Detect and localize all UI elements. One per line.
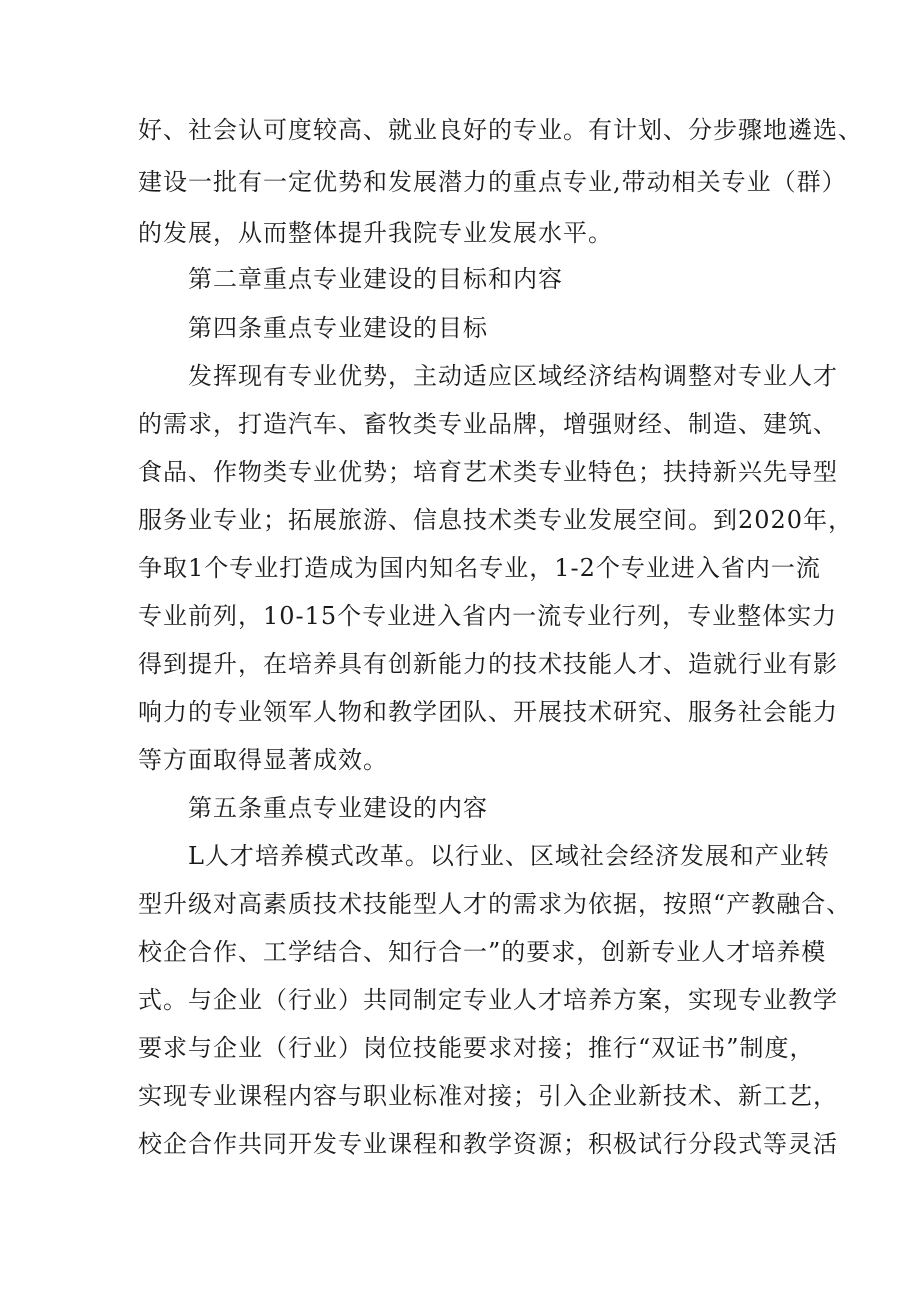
text-line: 等方面取得显著成效。 bbox=[138, 746, 388, 774]
text-line: 争取1个专业打造成为国内知名专业，1-2个专业进入省内一流 bbox=[138, 554, 821, 582]
text-line: 校企合作共同开发专业课程和教学资源；积极试行分段式等灵活 bbox=[138, 1130, 838, 1158]
text-line: 的发展，从而整体提升我院专业发展水平。 bbox=[138, 219, 613, 247]
text-line: 的需求，打造汽车、畜牧类专业品牌，增强财经、制造、建筑、 bbox=[138, 410, 838, 438]
text-line: 式。与企业（行业）共同制定专业人才培养方案，实现专业教学 bbox=[138, 986, 838, 1014]
text-line: 实现专业课程内容与职业标准对接；引入企业新技术、新工艺， bbox=[138, 1082, 838, 1110]
text-line: 好、社会认可度较高、就业良好的专业。有计划、分步骤地遴选、 bbox=[138, 116, 863, 144]
text-line: 发挥现有专业优势，主动适应区域经济结构调整对专业人才 bbox=[188, 362, 838, 390]
text-line: 得到提升，在培养具有创新能力的技术技能人才、造就行业有影 bbox=[138, 650, 838, 678]
article-heading: 第四条重点专业建设的目标 bbox=[188, 314, 488, 342]
text-line: 服务业专业；拓展旅游、信息技术类专业发展空间。到2020年， bbox=[138, 506, 854, 534]
text-line: 专业前列，10-15个专业进入省内一流专业行列，专业整体实力 bbox=[138, 602, 838, 630]
text-line: 建设一批有一定优势和发展潜力的重点专业,带动相关专业（群） bbox=[138, 168, 847, 196]
text-line: 型升级对高素质技术技能型人才的需求为依据，按照“产教融合、 bbox=[138, 890, 852, 918]
text-line: L人才培养模式改革。以行业、区域社会经济发展和产业转 bbox=[188, 842, 830, 870]
text-line: 校企合作、工学结合、知行合一”的要求，创新专业人才培养模 bbox=[138, 938, 827, 966]
text-line: 响力的专业领军人物和教学团队、开展技术研究、服务社会能力 bbox=[138, 698, 838, 726]
chapter-heading: 第二章重点专业建设的目标和内容 bbox=[188, 265, 563, 293]
text-line: 要求与企业（行业）岗位技能要求对接；推行“双证书”制度， bbox=[138, 1034, 815, 1062]
text-line: 食品、作物类专业优势；培育艺术类专业特色；扶持新兴先导型 bbox=[138, 458, 838, 486]
article-heading: 第五条重点专业建设的内容 bbox=[188, 794, 488, 822]
